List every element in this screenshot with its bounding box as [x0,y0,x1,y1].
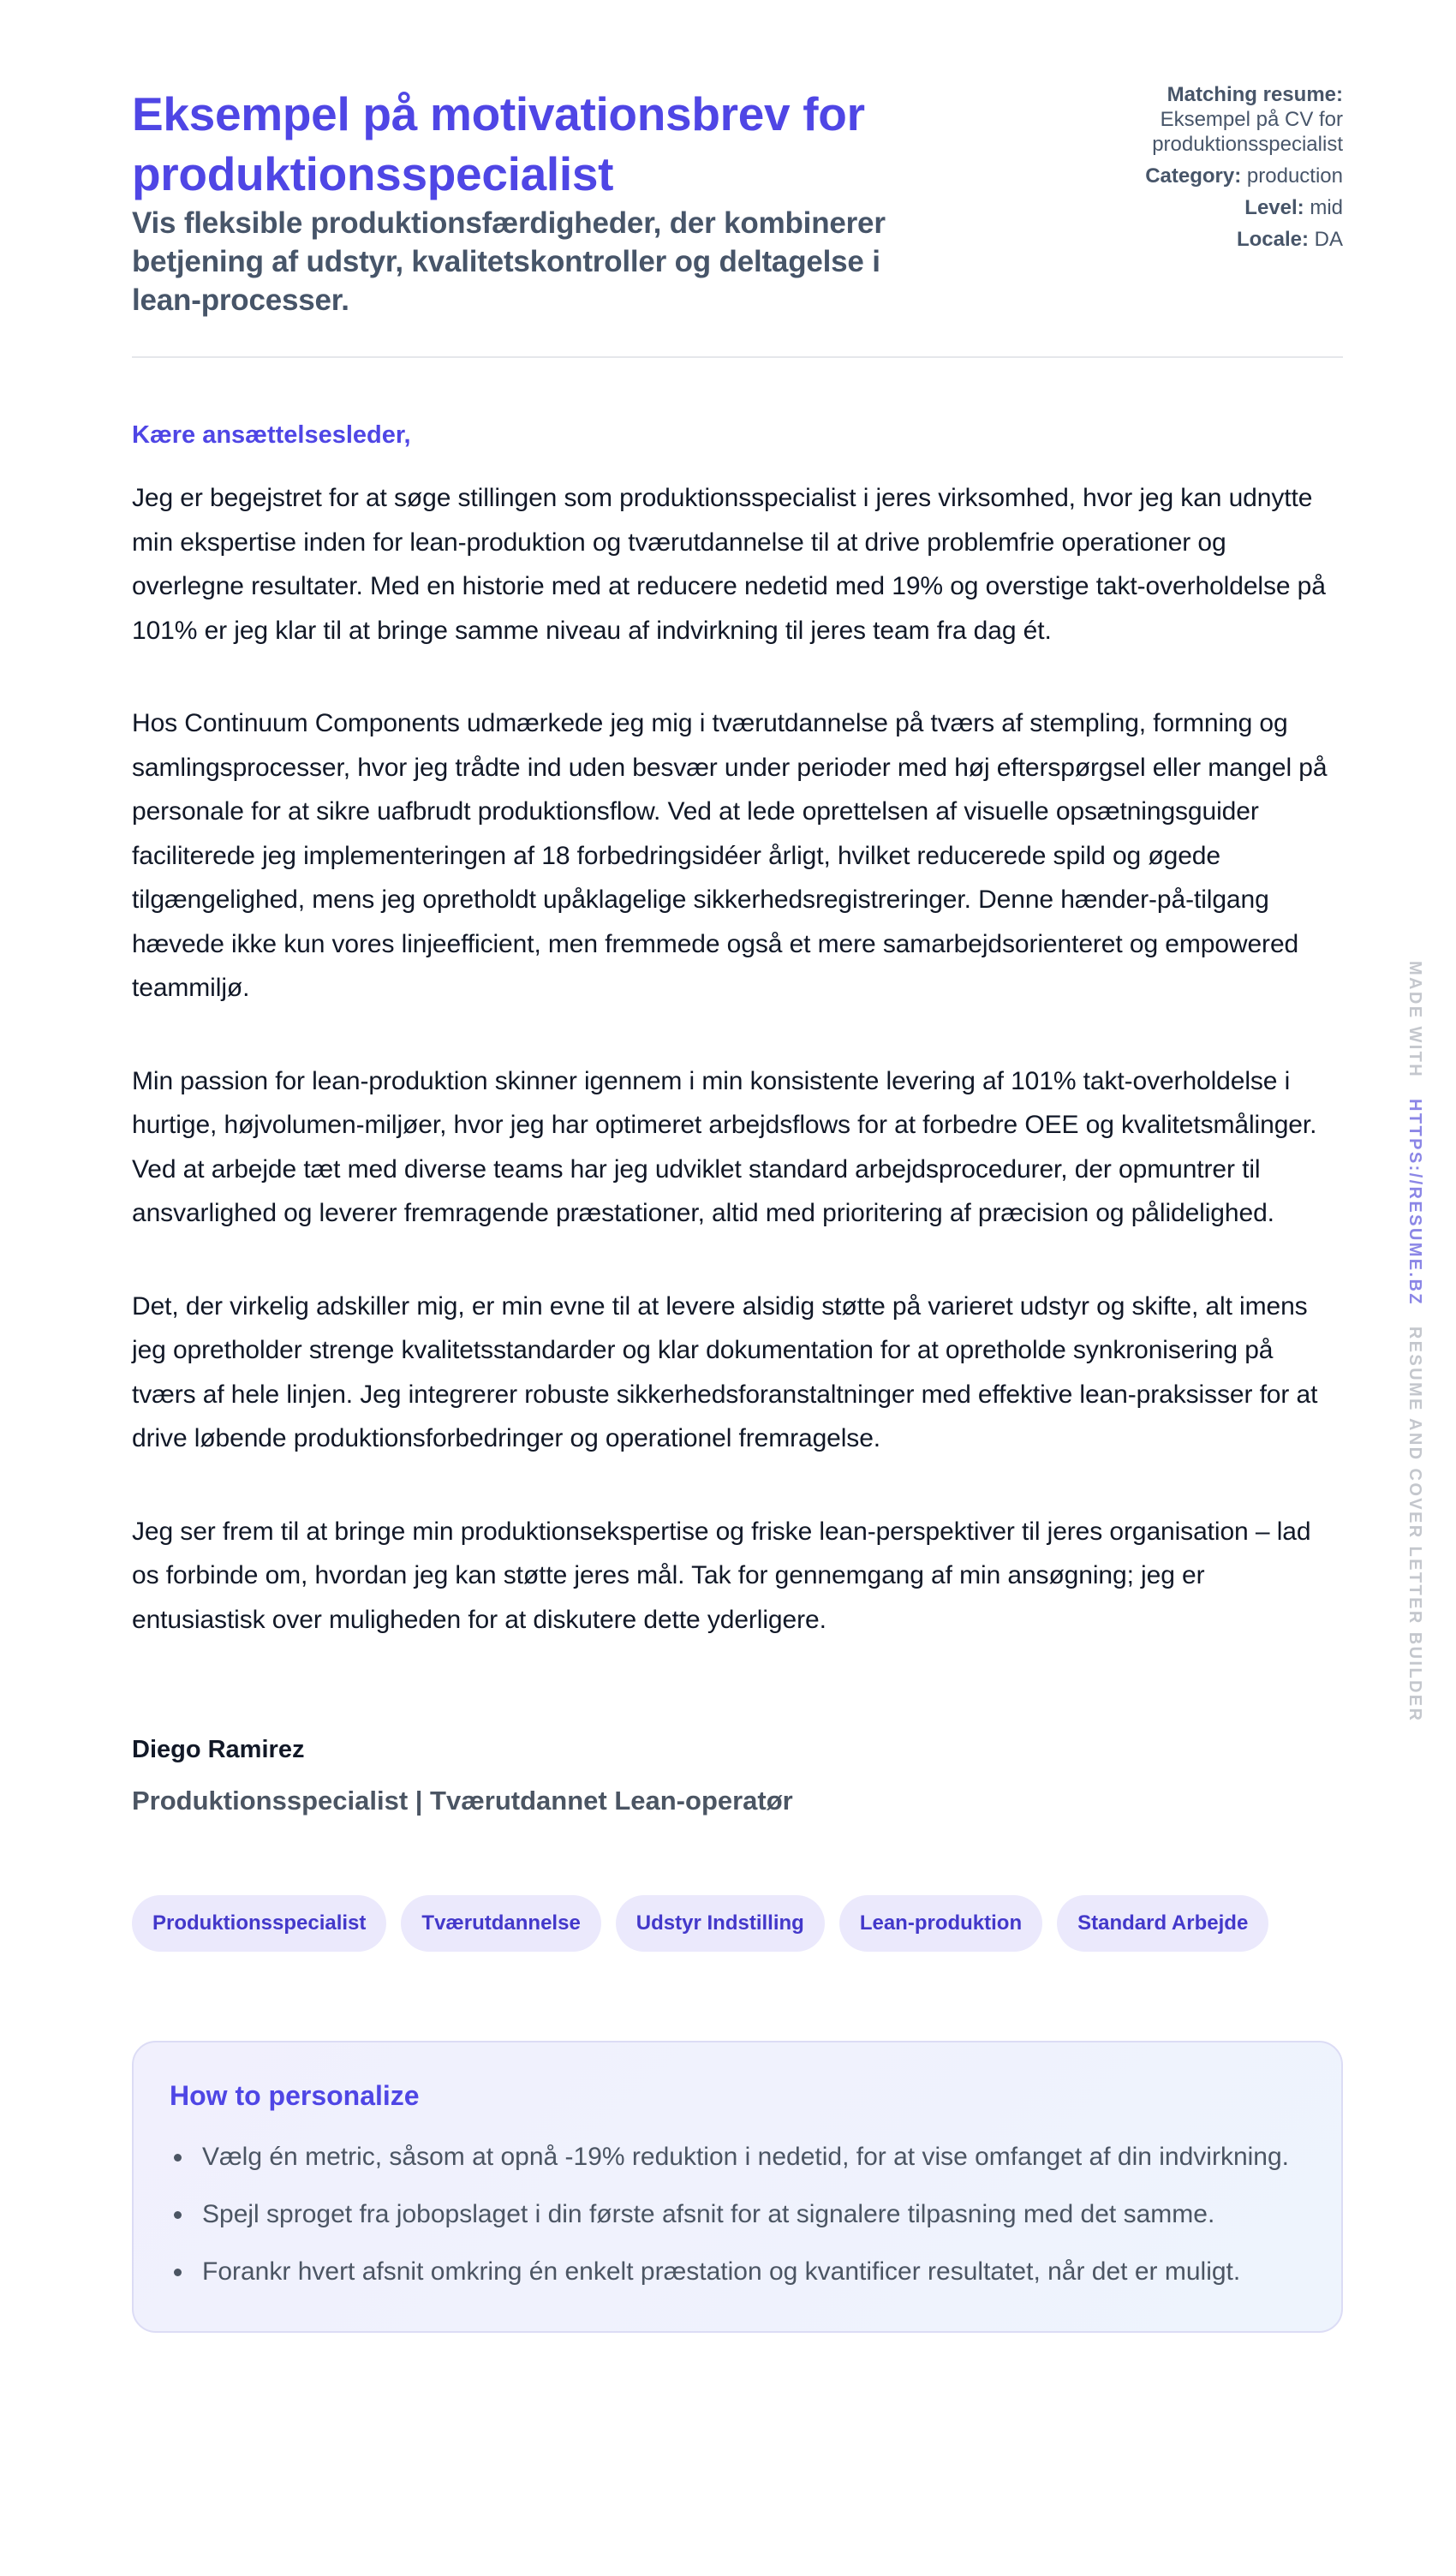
meta-category-value: production [1246,164,1343,188]
letter-body [132,420,1343,1818]
personalize-tips-box [132,2041,1343,2333]
tips-list [170,2135,1305,2293]
tag-produktionsspecialist[interactable]: Produktionsspecialist [132,1895,386,1952]
skill-tags [132,1895,1343,1952]
page-subtitle: Vis fleksible produktionsfærdigheder, der kombinerer betjening af udstyr, kvalitetskontroller og deltagelse i lean-processer. [132,206,886,317]
letter-paragraph: Hos Continuum Components udmærkede jeg mig i tværutdannelse på tværs af stempling, formning og samlingsprocesser, hvor jeg trådte ind uden besvær under perioder med høj efterspørgsel eller mangel på personale for at sikre uafbrudt produktionsflow. Ved at lede oprettelsen af visuelle opsætningsguider faciliterede jeg implementeringen af 18 forbedringsidéer årligt, hvilket reducerede spild og øgede tilgængelighed, mens jeg opretholdt upåklagelige sikkerhedsregistreringer. Denne hænder-på-tilgang hævede ikke kun vores linjeefficient, men fremmede også et mere samarbejdsorienteret og empowered teammiljø. [132,709,1328,1002]
letter-paragraph: Jeg ser frem til at bringe min produktionsekspertise og friske lean-perspektiver til jeres organisation – lad os forbinde om, hvordan jeg kan støtte jeres mål. Tak for gennemgang af min ansøgning; jeg er entusiastisk over muligheden for at diskutere dette yderligere. [132,1517,1311,1634]
tag-standard-arbejde[interactable]: Standard Arbejde [1057,1895,1268,1952]
tag-tvaerutdannelse[interactable]: Tværutdannelse [401,1895,600,1952]
content-column [132,0,1343,2333]
watermark-prefix: MADE WITH [1405,961,1424,1079]
tips-title: How to personalize [170,2080,420,2111]
bullet-icon [174,2154,182,2162]
salutation: Kære ansættelsesleder, [132,421,411,449]
bullet-icon [174,2269,182,2276]
meta-matching-resume-label: Matching resume: [1167,83,1343,106]
signature-name: Diego Ramirez [132,1736,305,1763]
tip-text: Spejl sproget fra jobopslaget i din første afsnit for at signalere tilpasning med det samme. [202,2200,1215,2228]
meta-locale-value: DA [1314,228,1343,251]
watermark-link[interactable]: HTTPS://RESUME.BZ [1405,1099,1424,1306]
page-title: Eksempel på motivationsbrev for produktionsspecialist [132,87,865,200]
meta-panel [1060,82,1343,259]
bullet-icon [174,2211,182,2219]
tag-udstyr-indstilling[interactable]: Udstyr Indstilling [616,1895,825,1952]
letter-paragraph: Min passion for lean-produktion skinner igennem i min konsistente levering af 101% takt-overholdelse i hurtige, højvolumen-miljøer, hvor jeg har optimeret arbejdsflows for at forbedre OEE og kvalitetsmålinger. Ved at arbejde tæt med diverse teams har jeg udviklet standard arbejdsprocedurer, der opmuntrer til ansvarlighed og leverer fremragende præstationer, altid med prioritering af præcision og pålidelighed. [132,1066,1317,1227]
letter-paragraph: Det, der virkelig adskiller mig, er min evne til at levere alsidig støtte på varieret udstyr og skifte, alt imens jeg opretholder strenge kvalitetsstandarder og klar dokumentation for at opretholde synkronisering på tværs af hele linjen. Jeg integrerer robuste sikkerhedsforanstaltninger med effektive lean-praksisser for at drive løbende produktionsforbedringer og operationel fremragelse. [132,1291,1318,1452]
meta-matching-resume-link[interactable]: Eksempel på CV for produktionsspecialist [1152,108,1343,156]
tip-item [170,2250,1305,2293]
meta-level [1060,195,1343,220]
tag-lean-produktion[interactable]: Lean-produktion [839,1895,1042,1952]
tip-item [170,2192,1305,2236]
side-watermark [1401,961,1427,1723]
signature-title: Produktionsspecialist | Tværutdannet Lean-operatør [132,1786,793,1816]
meta-matching-resume [1060,82,1343,157]
signature-block [132,1734,1343,1818]
meta-category [1060,164,1343,188]
tip-item [170,2135,1305,2179]
tip-text: Forankr hvert afsnit omkring én enkelt præstation og kvantificer resultatet, når det er muligt. [202,2257,1241,2286]
watermark-suffix: RESUME AND COVER LETTER BUILDER [1405,1326,1424,1723]
meta-locale-label: Locale: [1236,228,1309,251]
meta-level-value: mid [1310,196,1343,219]
meta-category-label: Category: [1145,164,1242,188]
tip-text: Vælg én metric, såsom at opnå -19% reduktion i nedetid, for at vise omfanget af din indvirkning. [202,2143,1290,2171]
letter-paragraph: Jeg er begejstret for at søge stillingen som produktionsspecialist i jeres virksomhed, hvor jeg kan udnytte min ekspertise inden for lean-produktion og tværutdannelse til at drive problemfrie operationer og overlegne resultater. Med en historie med at reducere nedetid med 19% og overstige takt-overholdelse på 101% er jeg klar til at bringe samme niveau af indvirkning til jeres team fra dag ét. [132,484,1326,645]
meta-locale [1060,227,1343,252]
meta-level-label: Level: [1244,196,1304,219]
page-header [132,0,1343,358]
